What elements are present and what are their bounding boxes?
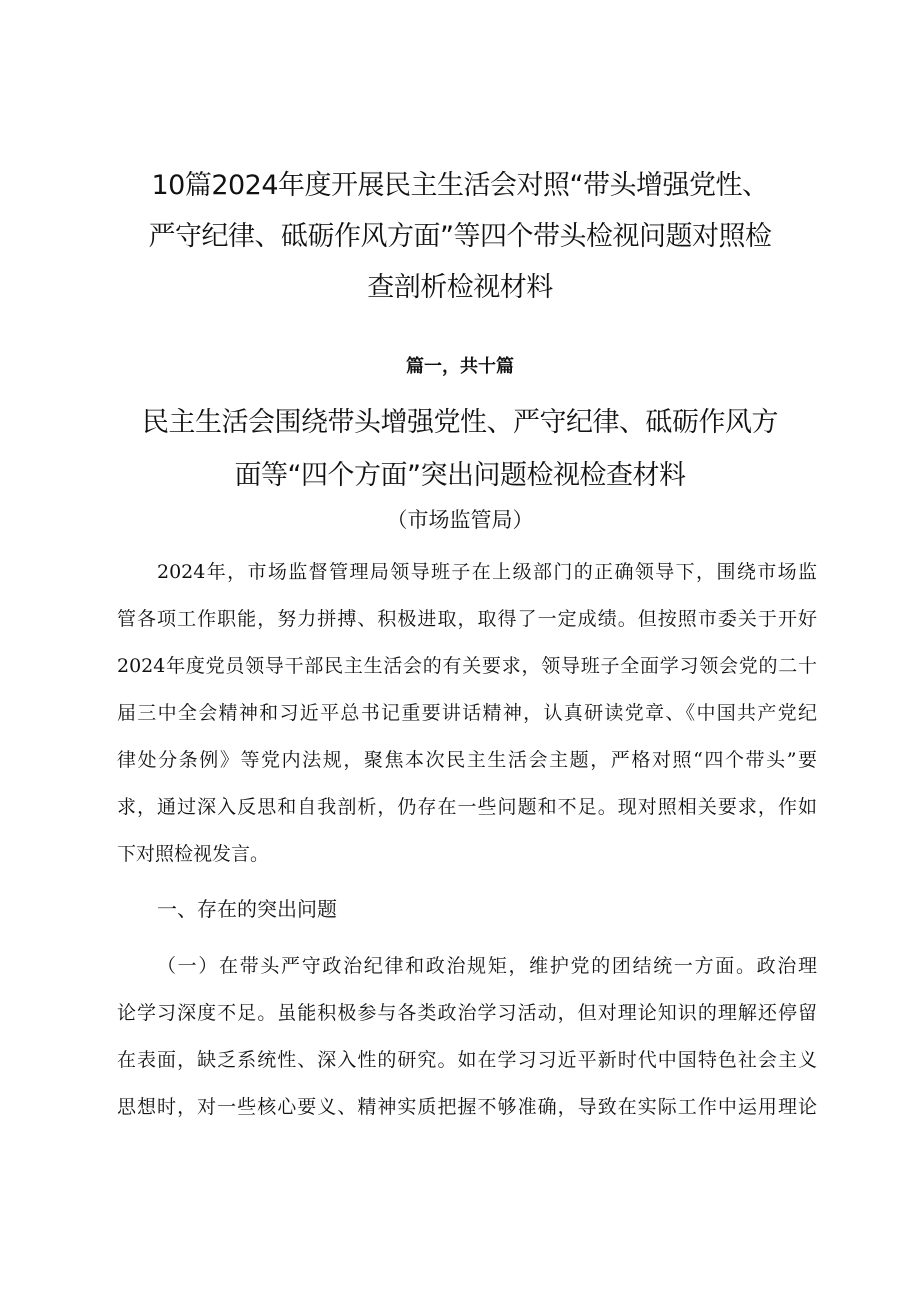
main-title-line: 查剖析检视材料 [367,272,553,303]
paragraph-line: 2024年，市场监督管理局领导班子在上级部门的正确领导下，围绕市场监 [157,561,817,583]
paragraph-line: 求，通过深入反思和自我剖析，仍存在一些问题和不足。现对照相关要求，作如 [117,796,817,818]
paragraph-line: 论学习深度不足。虽能积极参与各类政治学习活动，但对理论知识的理解还停留 [117,1002,817,1024]
part-label: 篇一，共十篇 [406,356,514,377]
paragraph-line: 在表面，缺乏系统性、深入性的研究。如在学习习近平新时代中国特色社会主义 [117,1049,817,1071]
paragraph-line: 下对照检视发言。 [117,843,270,865]
paragraph-line: 届三中全会精神和习近平总书记重要讲话精神，认真研读党章、《中国共产党纪 [117,702,817,724]
paragraph-line: 律处分条例》等党内法规，聚焦本次民主生活会主题，严格对照“四个带头”要 [117,749,817,771]
document-main-title [120,160,800,313]
paragraph-line: 思想时，对一些核心要义、精神实质把握不够准确，导致在实际工作中运用理论 [117,1096,817,1118]
intro-paragraph [117,549,817,878]
sub-title-line: 民主生活会围绕带头增强党性、严守纪律、砥砺作风方 [142,407,778,438]
section-paragraph [117,943,817,1131]
sub-title-line: 面等“四个方面”突出问题检视检查材料 [234,460,686,491]
main-title-line: 严守纪律、砥砺作风方面”等四个带头检视问题对照检 [148,221,772,252]
paragraph-line: 管各项工作职能，努力拼搏、积极进取，取得了一定成绩。但按照市委关于开好 [117,608,817,630]
paragraph-line: 2024年度党员领导干部民主生活会的有关要求，领导班子全面学习领会党的二十 [117,655,817,677]
organization-label: （市场监管局） [386,508,534,532]
paragraph-line: （一）在带头严守政治纪律和政治规矩，维护党的团结统一方面。政治理 [157,955,817,977]
section-heading: 一、存在的突出问题 [157,897,337,921]
document-sub-title [120,396,800,502]
main-title-line: 10篇2024年度开展民主生活会对照“带头增强党性、 [151,170,769,201]
